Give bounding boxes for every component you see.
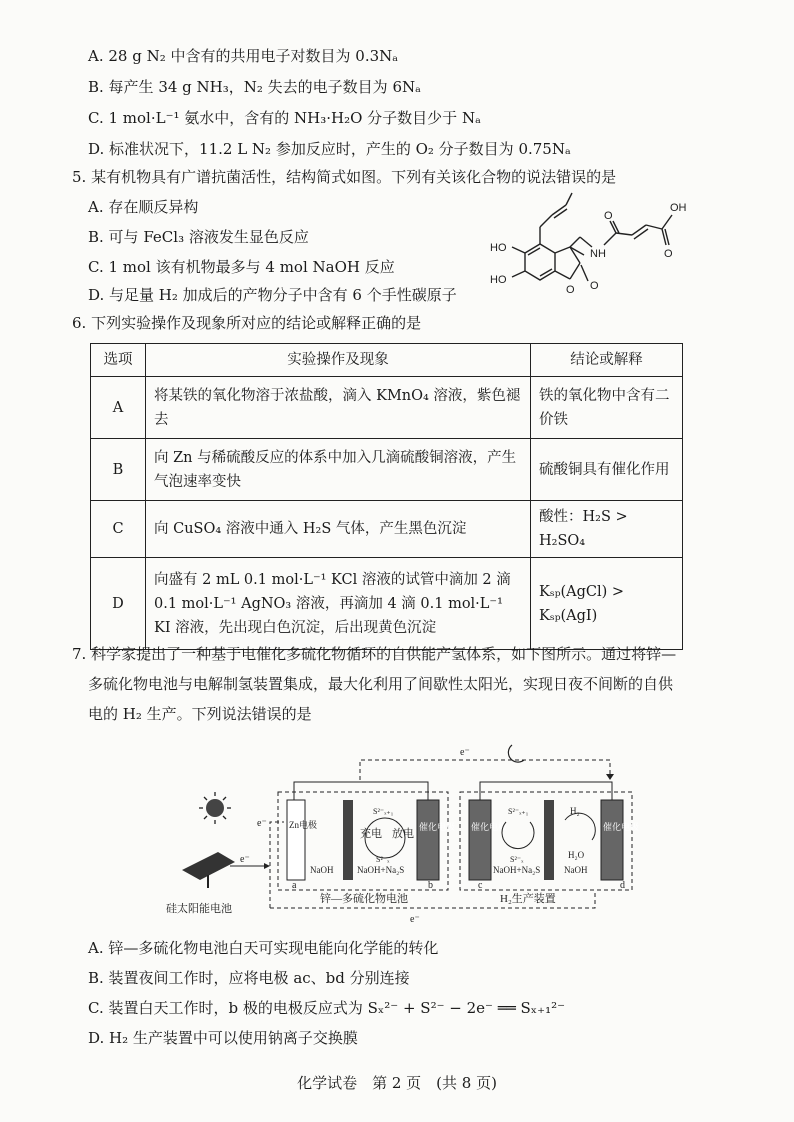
ho-label-1: HO: [490, 242, 507, 254]
sx-plus1-label: S²⁻ₓ₊₁: [373, 807, 394, 816]
sun-icon: [199, 792, 231, 824]
row-d-option: D: [91, 558, 146, 650]
solar-panel-icon: [182, 852, 235, 888]
q4-option-c: C. 1 mol·L⁻¹ 氨水中，含有的 NH₃·H₂O 分子数目少于 Nₐ: [88, 109, 481, 127]
table-row: [91, 501, 683, 558]
catalytic-electrode-label-1: 催化电极: [419, 822, 456, 832]
header-operation: 实验操作及现象: [146, 344, 531, 377]
naoh-right-label: NaOH: [564, 865, 588, 875]
q7-option-b: B. 装置夜间工作时，应将电极 ac、bd 分别连接: [88, 969, 410, 987]
row-a-operation: 将某铁的氧化物溶于浓盐酸，滴入 KMnO₄ 溶液，紫色褪去: [146, 377, 531, 439]
electrode-a-label: a: [292, 880, 297, 891]
row-b-conclusion: 硫酸铜具有催化作用: [531, 439, 683, 501]
row-b-option: B: [91, 439, 146, 501]
header-option: 选项: [91, 344, 146, 377]
q7-diagram: [160, 730, 660, 925]
q7-option-a: A. 锌—多硫化物电池白天可实现电能向化学能的转化: [88, 939, 439, 957]
ho-label-2: HO: [490, 274, 507, 286]
q5-option-b: B. 可与 FeCl₃ 溶液发生显色反应: [88, 228, 309, 246]
q7-option-d: D. H₂ 生产装置中可以使用钠离子交换膜: [88, 1029, 358, 1047]
zinc-polysulfide-battery: [278, 782, 455, 905]
electron-top-label: e⁻: [460, 747, 470, 758]
row-b-operation: 向 Zn 与稀硫酸反应的体系中加入几滴硫酸铜溶液，产生气泡速率变快: [146, 439, 531, 501]
electron-panel-label: e⁻: [240, 854, 250, 865]
solar-cell-label: 硅太阳能电池: [166, 903, 232, 915]
q6-stem: 6. 下列实验操作及现象所对应的结论或解释正确的是: [72, 314, 422, 332]
row-d-operation: 向盛有 2 mL 0.1 mol·L⁻¹ KCl 溶液的试管中滴加 2 滴 0.1 mol·L⁻¹ AgNO₃ 溶液，再滴加 4 滴 0.1 mol·L⁻¹ KI 溶液，先出现白色沉淀，后出现黄色沉淀: [146, 558, 531, 650]
sx-label: S²⁻ₓ: [376, 855, 390, 864]
electrode-d-label: d: [620, 880, 625, 891]
naoh-na2s-label-2: NaOH+Na₂S: [493, 865, 541, 875]
q7-option-c: C. 装置白天工作时，b 极的电极反应式为 Sₓ²⁻ + S²⁻ − 2e⁻ ══ Sₓ₊₁²⁻: [88, 999, 566, 1017]
acid-o-label: O: [664, 248, 673, 260]
h2o-label: H₂O: [568, 850, 585, 860]
ring-o-label: O: [566, 284, 575, 296]
q5-option-c: C. 1 mol 该有机物最多与 4 mol NaOH 反应: [88, 258, 395, 276]
q5-stem: 5. 某有机物具有广谱抗菌活性，结构简式如图。下列有关该化合物的说法错误的是: [72, 168, 617, 186]
discharge-label: 放电: [392, 828, 414, 840]
naoh-left-label: NaOH: [310, 865, 334, 875]
catalytic-electrode-label-3: 催化电极: [603, 822, 640, 832]
electrode-b-label: b: [428, 880, 433, 891]
ketone-o-label: O: [604, 210, 613, 222]
row-c-option: C: [91, 501, 146, 558]
q5-molecule-structure: [480, 185, 720, 310]
q7-stem-line2: 多硫化物电池与电解制氢装置集成，最大化利用了间歇性太阳光，实现日夜不间断的自供: [88, 675, 674, 693]
q4-option-b: B. 每产生 34 g NH₃，N₂ 失去的电子数目为 6Nₐ: [88, 78, 421, 96]
electrode-c-label: c: [478, 880, 483, 891]
electron-bottom-label: e⁻: [410, 914, 420, 925]
oh-top-label: OH: [670, 202, 687, 214]
naoh-na2s-label: NaOH+Na₂S: [357, 865, 405, 875]
q7-stem-line1: 7. 科学家提出了一种基于电催化多硫化物循环的自供能产氢体系，如下图所示。通过将锌—: [72, 645, 677, 663]
q7-stem-line3: 电的 H₂ 生产。下列说法错误的是: [88, 705, 312, 723]
q4-option-d: D. 标准状况下，11.2 L N₂ 参加反应时，产生的 O₂ 分子数目为 0.75Nₐ: [88, 140, 571, 158]
zn-electrode-label: Zn电极: [289, 820, 317, 830]
row-d-conclusion: Kₛₚ(AgCl) > Kₛₚ(AgI): [531, 558, 683, 650]
header-conclusion: 结论或解释: [531, 344, 683, 377]
q6-table: [90, 343, 683, 650]
q5-option-d: D. 与足量 H₂ 加成后的产物分子中含有 6 个手性碳原子: [88, 286, 457, 304]
table-row: [91, 377, 683, 439]
table-header-row: [91, 344, 683, 377]
lactone-o-label: O: [590, 280, 599, 292]
catalytic-electrode-label-2: 催化电极: [471, 822, 508, 832]
h2-device-label: H₂生产装置: [500, 893, 556, 905]
electron-left-label: e⁻: [257, 818, 267, 829]
nh-label: NH: [590, 248, 606, 260]
charge-label: 充电: [360, 828, 382, 840]
q4-option-a: A. 28 g N₂ 中含有的共用电子对数目为 0.3Nₐ: [88, 47, 399, 65]
q5-option-a: A. 存在顺反异构: [88, 198, 199, 216]
table-row: [91, 558, 683, 650]
sx-plus1-label-2: S²⁻ₓ₊₁: [508, 807, 529, 816]
row-c-operation: 向 CuSO₄ 溶液中通入 H₂S 气体，产生黑色沉淀: [146, 501, 531, 558]
table-row: [91, 439, 683, 501]
row-c-conclusion: 酸性：H₂S > H₂SO₄: [531, 501, 683, 558]
row-a-option: A: [91, 377, 146, 439]
sx-label-2: S²⁻ₓ: [510, 855, 524, 864]
row-a-conclusion: 铁的氧化物中含有二价铁: [531, 377, 683, 439]
page-footer: 化学试卷 第 2 页 (共 8 页): [297, 1074, 497, 1092]
battery-label: 锌—多硫化物电池: [320, 893, 408, 905]
h2-production-device: [460, 782, 639, 905]
h2-label: H₂: [570, 806, 580, 816]
